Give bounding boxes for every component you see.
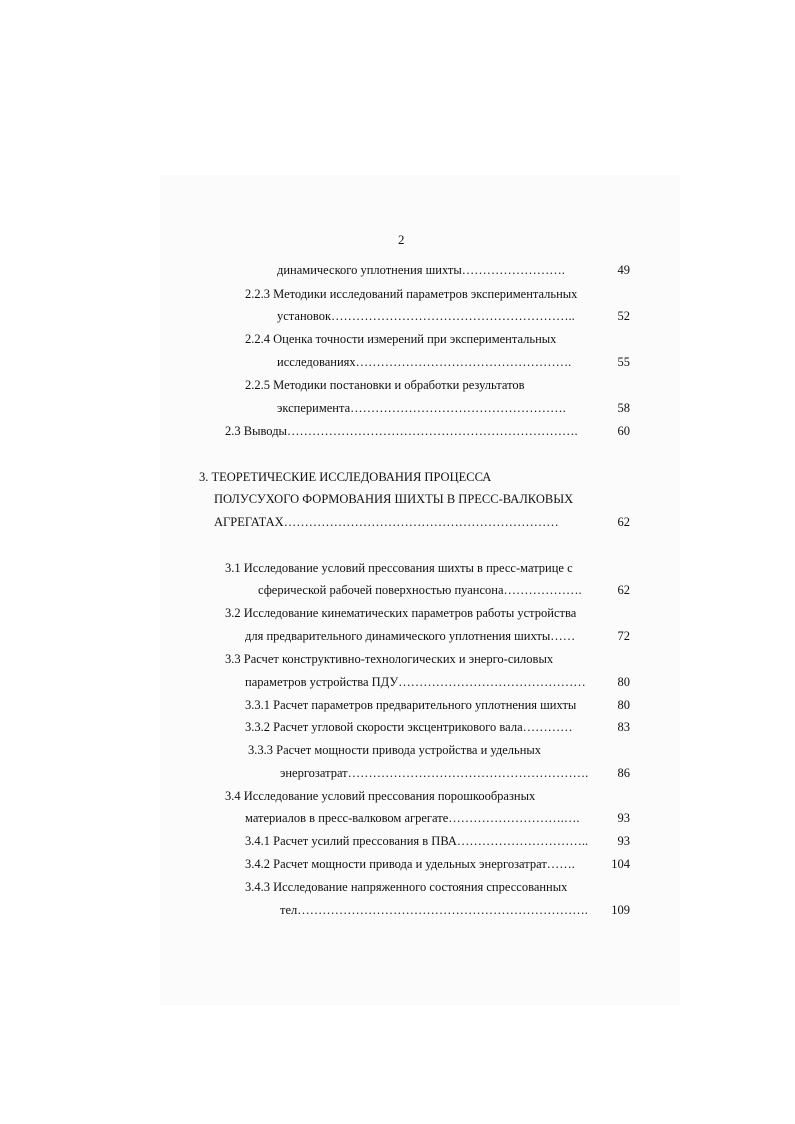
toc-chapter-title: 3. ТЕОРЕТИЧЕСКИЕ ИССЛЕДОВАНИЯ ПРОЦЕССА: [199, 470, 492, 484]
toc-line: 2.2.5 Методики постановки и обработки результатов: [245, 378, 525, 392]
toc-page-number: 58: [617, 401, 630, 415]
toc-line: 3.4.2 Расчет мощности привода и удельных энергозатрат…….: [245, 857, 575, 871]
toc-line: динамического уплотнения шихты…………………….: [277, 263, 565, 277]
toc-line: 3.4 Исследование условий прессования порошкообразных: [225, 789, 536, 803]
toc-line: сферической рабочей поверхностью пуансона……………….: [258, 583, 582, 597]
toc-chapter-title: ПОЛУСУХОГО ФОРМОВАНИЯ ШИХТЫ В ПРЕСС-ВАЛКОВЫХ: [214, 492, 574, 506]
toc-line: 3.1 Исследование условий прессования шихты в пресс-матрице с: [225, 561, 573, 575]
toc-line: для предварительного динамического уплотнения шихты……: [245, 629, 576, 643]
toc-page-number: 60: [617, 424, 630, 438]
toc-chapter-title: АГРЕГАТАХ…………………………………………………………: [214, 515, 559, 529]
toc-page-number: 52: [617, 309, 630, 323]
toc-line: параметров устройства ПДУ………………………………………: [245, 675, 586, 689]
toc-line: установок…………………………………………………..: [277, 309, 575, 323]
toc-line: 2.2.3 Методики исследований параметров экспериментальных: [245, 287, 578, 301]
page-number: 2: [398, 232, 405, 247]
toc-line: 3.4.1 Расчет усилий прессования в ПВА…………………………..: [245, 834, 589, 848]
toc-line: 3.3.1 Расчет параметров предварительного уплотнения шихты: [245, 698, 577, 712]
toc-page-number: 104: [611, 857, 630, 871]
toc-page-number: 55: [617, 355, 630, 369]
toc-line: 3.2 Исследование кинематических параметров работы устройства: [225, 606, 577, 620]
toc-line: эксперимента…………………………………………….: [277, 401, 566, 415]
toc-page-number: 80: [617, 698, 630, 712]
toc-line: 3.3 Расчет конструктивно-технологических и энерго-силовых: [225, 652, 554, 666]
toc-page-number: 93: [617, 834, 630, 848]
toc-line: 3.3.3 Расчет мощности привода устройства и удельных: [248, 743, 542, 757]
toc-line: 2.3 Выводы…………………………………………………………….: [225, 424, 578, 438]
toc-line: тел…………………………………………………………….: [280, 903, 588, 917]
toc-line: 3.3.2 Расчет угловой скорости эксцентрикового вала…………: [245, 720, 573, 734]
toc-line: 3.4.3 Исследование напряженного состояния спрессованных: [245, 880, 568, 894]
toc-page-number: 80: [617, 675, 630, 689]
toc-page-number: 86: [617, 766, 630, 780]
toc-line: энергозатрат………………………………………………….: [280, 766, 589, 780]
toc-line: исследованиях…………………………………………….: [277, 355, 572, 369]
toc-page-number: 62: [617, 583, 630, 597]
toc-page-number: 83: [617, 720, 630, 734]
toc-page-number: 72: [617, 629, 630, 643]
toc-line: материалов в пресс-валковом агрегате……………………….….: [245, 811, 580, 825]
toc-page-number: 49: [617, 263, 630, 277]
toc-page-number: 109: [611, 903, 630, 917]
toc-page-number: 93: [617, 811, 630, 825]
toc-page-number: 62: [617, 515, 630, 529]
toc-line: 2.2.4 Оценка точности измерений при экспериментальных: [245, 332, 557, 346]
